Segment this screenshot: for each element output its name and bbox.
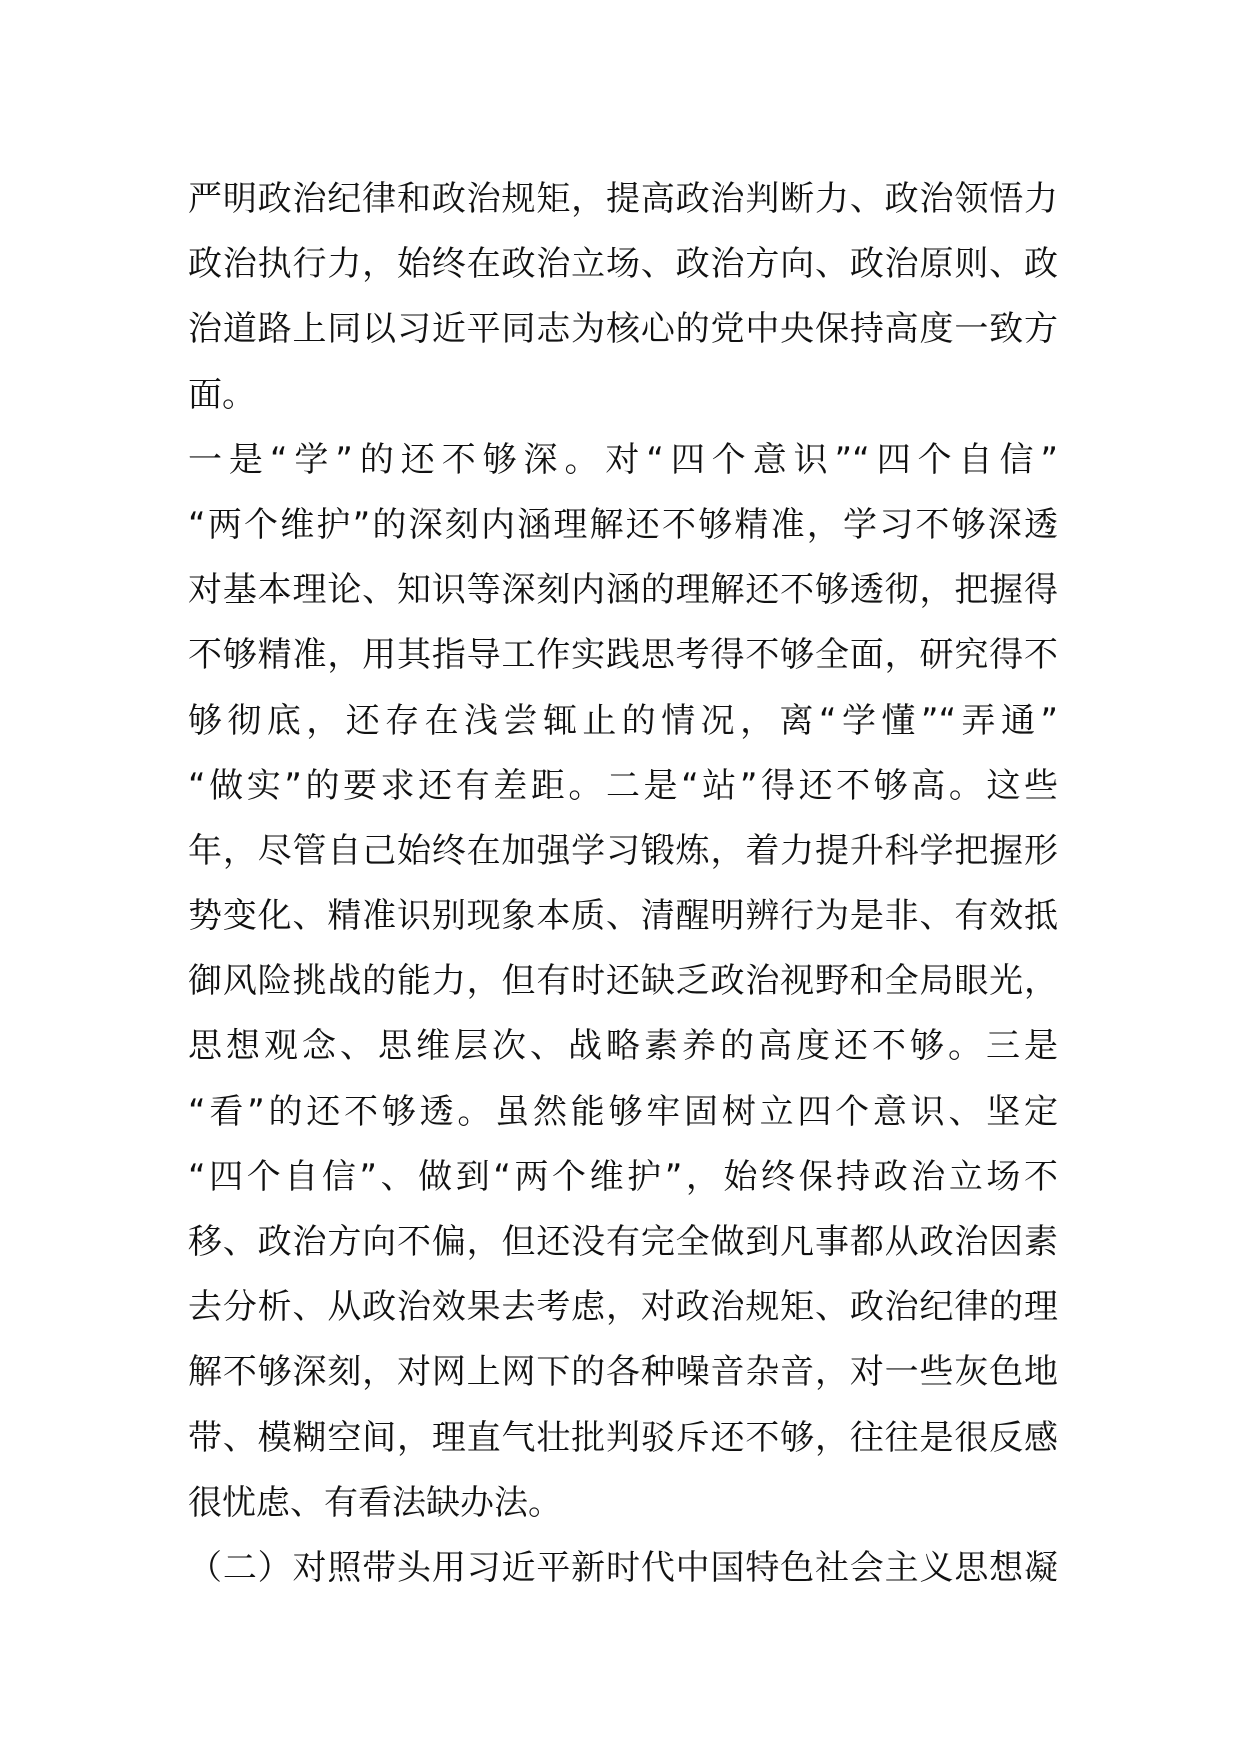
text-line: “做实”的要求还有差距。二是“站”得还不够高。这些 [188,765,1058,806]
text-line: “两个维护”的深刻内涵理解还不够精准，学习不够深透 [188,504,1058,545]
text-line: 移、政治方向不偏，但还没有完全做到凡事都从政治因素 [188,1222,1058,1262]
text-line: 够彻底，还存在浅尝辄止的情况，离“学懂”“弄通” [188,700,1058,741]
text-line: 治道路上同以习近平同志为核心的党中央保持高度一致方 [188,309,1058,350]
text-line: 不够精准，用其指导工作实践思考得不够全面，研究得不 [188,635,1058,676]
text-line: 势变化、精准识别现象本质、清醒明辨行为是非、有效抵 [188,896,1058,937]
text-line: 严明政治纪律和政治规矩，提高政治判断力、政治领悟力 [188,179,1058,219]
text-line: “四个自信”、做到“两个维护”，始终保持政治立场不 [188,1156,1058,1197]
text-line: 思想观念、思维层次、战略素养的高度还不够。三是 [188,1026,1058,1067]
text-line: 去分析、从政治效果去考虑，对政治规矩、政治纪律的理 [188,1287,1058,1328]
text-line: 解不够深刻，对网上网下的各种噪音杂音，对一些灰色地 [188,1352,1058,1393]
text-line: 带、模糊空间，理直气壮批判驳斥还不够，往往是很反感 [188,1417,1058,1458]
text-line: 对基本理论、知识等深刻内涵的理解还不够透彻，把握得 [188,570,1058,611]
body-text [188,167,1058,1601]
text-line: 年，尽管自己始终在加强学习锻炼，着力提升科学把握形 [188,830,1058,871]
section-heading: （二）对照带头用习近平新时代中国特色社会主义思想凝 [188,1547,1058,1588]
text-line: 面。 [188,374,256,415]
text-line: 御风险挑战的能力，但有时还缺乏政治视野和全局眼光， [188,961,1058,1002]
text-line: 一是“学”的还不够深。对“四个意识”“四个自信” [188,439,1058,480]
text-line: 政治执行力，始终在政治立场、政治方向、政治原则、政 [188,244,1058,285]
text-line: “看”的还不够透。虽然能够牢固树立四个意识、坚定 [188,1091,1058,1132]
text-line: 很忧虑、有看法缺办法。 [188,1482,562,1523]
